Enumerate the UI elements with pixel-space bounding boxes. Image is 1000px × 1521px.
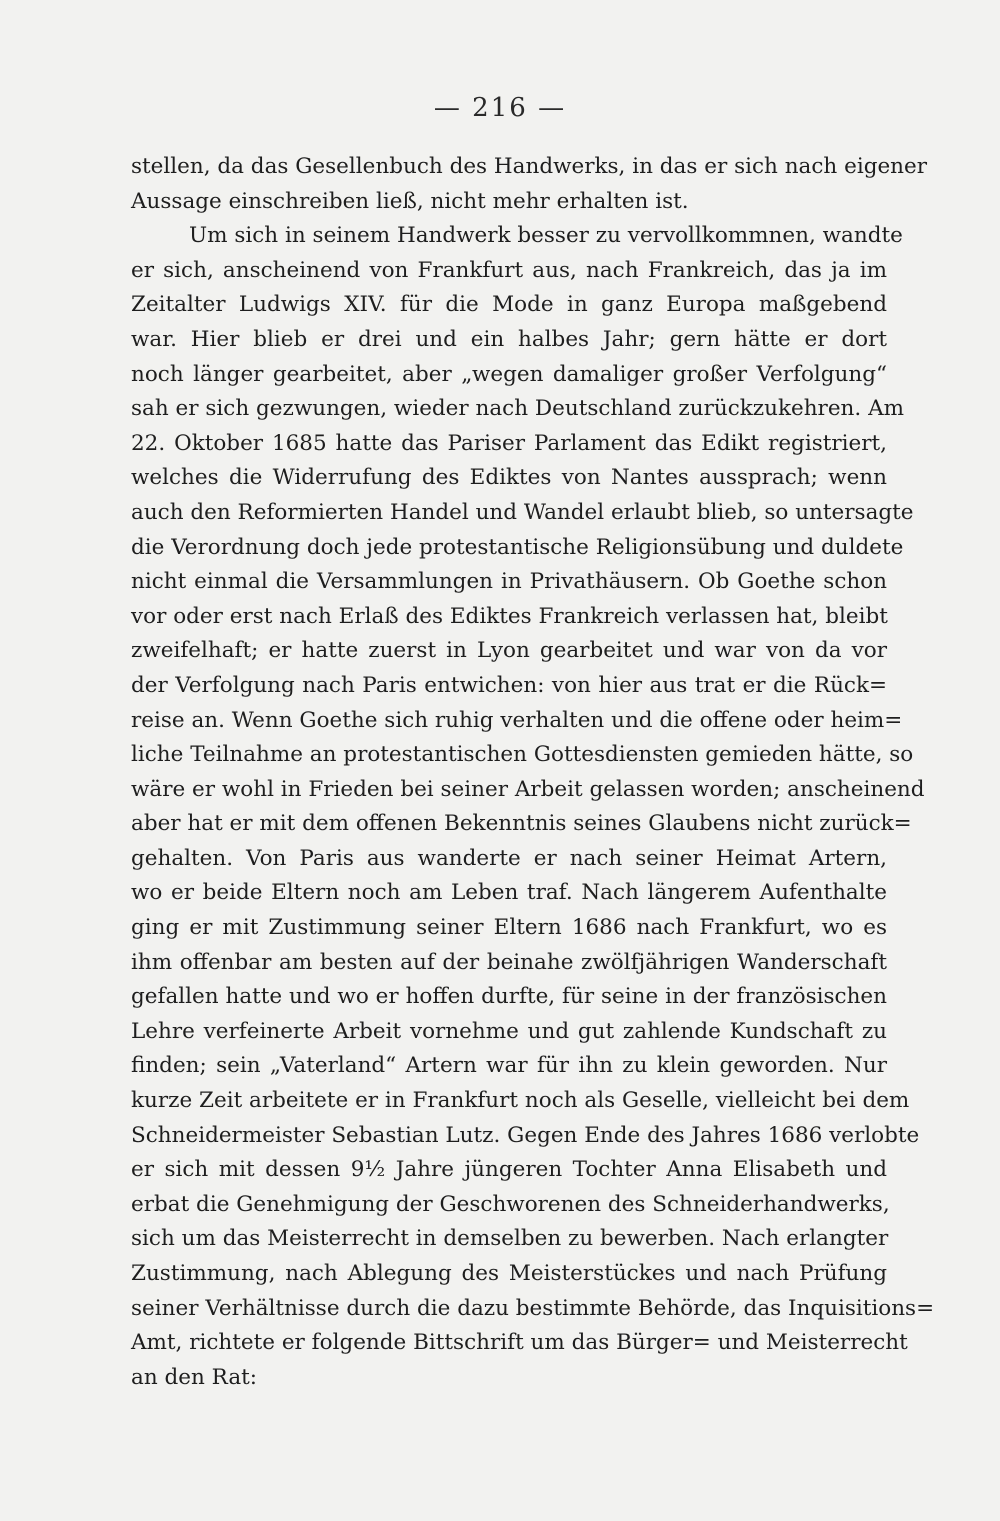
text-line: reise an. Wenn Goethe sich ruhig verhalten und die offene oder heim= (131, 707, 903, 733)
text-line: erbat die Genehmigung der Geschworenen des Schneiderhandwerks, (131, 1191, 890, 1217)
text-line: er sich mit dessen 9½ Jahre jüngeren Tochter Anna Elisabeth und (131, 1157, 887, 1183)
body-text (131, 150, 935, 1395)
text-line: Zeitalter Ludwigs XIV. für die Mode in ganz Europa maßgebend (131, 292, 887, 318)
text-line: gefallen hatte und wo er hoffen durfte, für seine in der französischen (131, 984, 887, 1010)
text-line: sich um das Meisterrecht in demselben zu bewerben. Nach erlangter (131, 1226, 889, 1252)
text-line: an den Rat: (131, 1364, 258, 1390)
text-line: 22. Oktober 1685 hatte das Pariser Parlament das Edikt registriert, (131, 430, 887, 456)
text-line: Amt, richtete er folgende Bittschrift um das Bürger= und Meisterrecht (131, 1330, 908, 1356)
text-line: aber hat er mit dem offenen Bekenntnis seines Glaubens nicht zurück= (131, 811, 912, 837)
text-line: Lehre verfeinerte Arbeit vornehme und gut zahlende Kundschaft zu (131, 1018, 887, 1044)
text-line: er sich, anscheinend von Frankfurt aus, nach Frankreich, das ja im (131, 257, 887, 283)
text-line: stellen, da das Gesellenbuch des Handwerks, in das er sich nach eigener (131, 154, 928, 179)
text-line: liche Teilnahme an protestantischen Gottesdiensten gemieden hätte, so (131, 742, 914, 768)
text-line: wo er beide Eltern noch am Leben traf. Nach längerem Aufenthalte (131, 880, 887, 906)
text-line: welches die Widerrufung des Ediktes von Nantes aussprach; wenn (131, 465, 887, 491)
text-line: sah er sich gezwungen, wieder nach Deutschland zurückzukehren. Am (131, 396, 904, 422)
text-line: ihm offenbar am besten auf der beinahe zwölfjährigen Wanderschaft (131, 949, 887, 975)
text-line: noch länger gearbeitet, aber „wegen damaliger großer Verfolgung“ (131, 361, 887, 387)
text-line: die Verordnung doch jede protestantische Religionsübung und duldete (131, 534, 904, 560)
text-line: Schneidermeister Sebastian Lutz. Gegen Ende des Jahres 1686 verlobte (131, 1122, 920, 1148)
text-line: auch den Reformierten Handel und Wandel erlaubt blieb, so untersagte (131, 499, 914, 525)
text-line: zweifelhaft; er hatte zuerst in Lyon gearbeitet und war von da vor (131, 638, 887, 664)
text-line: kurze Zeit arbeitete er in Frankfurt noch als Geselle, vielleicht bei dem (131, 1088, 910, 1114)
text-line: seiner Verhältnisse durch die dazu bestimmte Behörde, das Inquisitions= (131, 1295, 935, 1321)
text-line: finden; sein „Vaterland“ Artern war für ihn zu klein geworden. Nur (131, 1053, 887, 1079)
page-number: — 216 — (433, 93, 567, 123)
text-line: vor oder erst nach Erlaß des Ediktes Frankreich verlassen hat, bleibt (131, 603, 888, 629)
text-line: Um sich in seinem Handwerk besser zu vervollkommnen, wandte (189, 223, 903, 249)
text-line: war. Hier blieb er drei und ein halbes Jahr; gern hätte er dort (131, 326, 887, 352)
text-line: wäre er wohl in Frieden bei seiner Arbeit gelassen worden; anscheinend (131, 776, 925, 802)
text-line: Zustimmung, nach Ablegung des Meisterstückes und nach Prüfung (131, 1261, 887, 1286)
text-line: ging er mit Zustimmung seiner Eltern 1686 nach Frankfurt, wo es (131, 915, 887, 941)
text-line: gehalten. Von Paris aus wanderte er nach seiner Heimat Artern, (131, 845, 887, 871)
text-line: nicht einmal die Versammlungen in Privathäusern. Ob Goethe schon (131, 569, 887, 595)
text-line: der Verfolgung nach Paris entwichen: von hier aus trat er die Rück= (131, 672, 887, 698)
text-line: Aussage einschreiben ließ, nicht mehr erhalten ist. (131, 188, 689, 214)
